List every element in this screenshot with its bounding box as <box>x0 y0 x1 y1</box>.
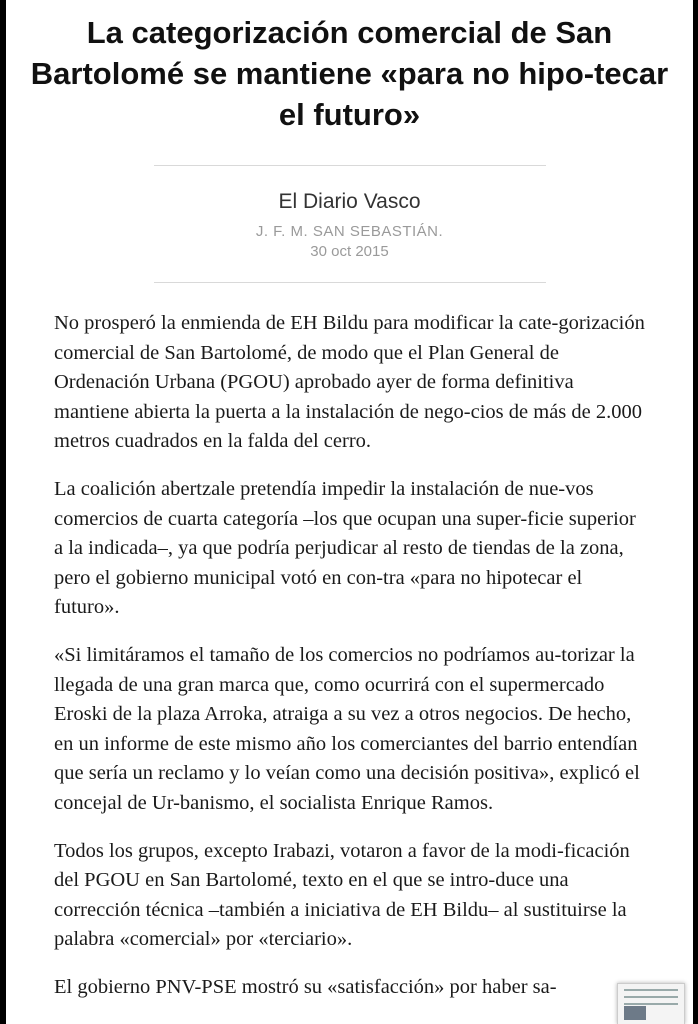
article-title: La categorización comercial de San Bartolomé se mantiene «para no hipo-tecar el futuro» <box>30 15 669 132</box>
article-body <box>6 309 693 1002</box>
divider <box>154 282 546 283</box>
paragraph: Todos los grupos, excepto Irabazi, votaron a favor de la modi-ficación del PGOU en San Bartolomé, texto en el que se intro-duce una corrección técnica –también a iniciativa de EH Bildu– al sustituirse la palabra «comercial» por «terciario». <box>54 839 630 951</box>
page-thumbnail-icon[interactable] <box>617 983 685 1024</box>
article-page <box>6 0 693 1024</box>
divider <box>154 165 546 166</box>
paragraph: No prosperó la enmienda de EH Bildu para modificar la cate-gorización comercial de San Bartolomé, de modo que el Plan General de Ordenación Urbana (PGOU) aprobado ayer de forma definitiva mantiene abierta la puerta a la instalación de nego-cios de más de 2.000 metros cuadrados en la falda del cerro. <box>54 312 645 453</box>
paragraph: La coalición abertzale pretendía impedir la instalación de nue-vos comercios de cuarta categoría –los que ocupan una super-ficie superior a la indicada–, ya que podría perjudicar al resto de tiendas de la zona, pero el gobierno municipal votó en con-tra «para no hipotecar el futuro». <box>54 477 636 619</box>
publish-date: 30 oct 2015 <box>310 243 389 260</box>
paragraph: El gobierno PNV-PSE mostró su «satisfacción» por haber sa- <box>54 975 557 998</box>
byline: J. F. M. SAN SEBASTIÁN. <box>255 223 444 240</box>
source-name[interactable]: El Diario Vasco <box>278 190 421 213</box>
paragraph: «Si limitáramos el tamaño de los comercios no podríamos au-torizar la llegada de una gran marca que, como ocurrirá con el supermercado Eroski de la plaza Arroka, atraiga a su vez a otros negocios. De hecho, en un informe de este mismo año los comerciantes del barrio entendían que sería un reclamo y lo veían como una decisión positiva», explicó el concejal de Ur-banismo, el socialista Enrique Ramos. <box>54 643 640 814</box>
